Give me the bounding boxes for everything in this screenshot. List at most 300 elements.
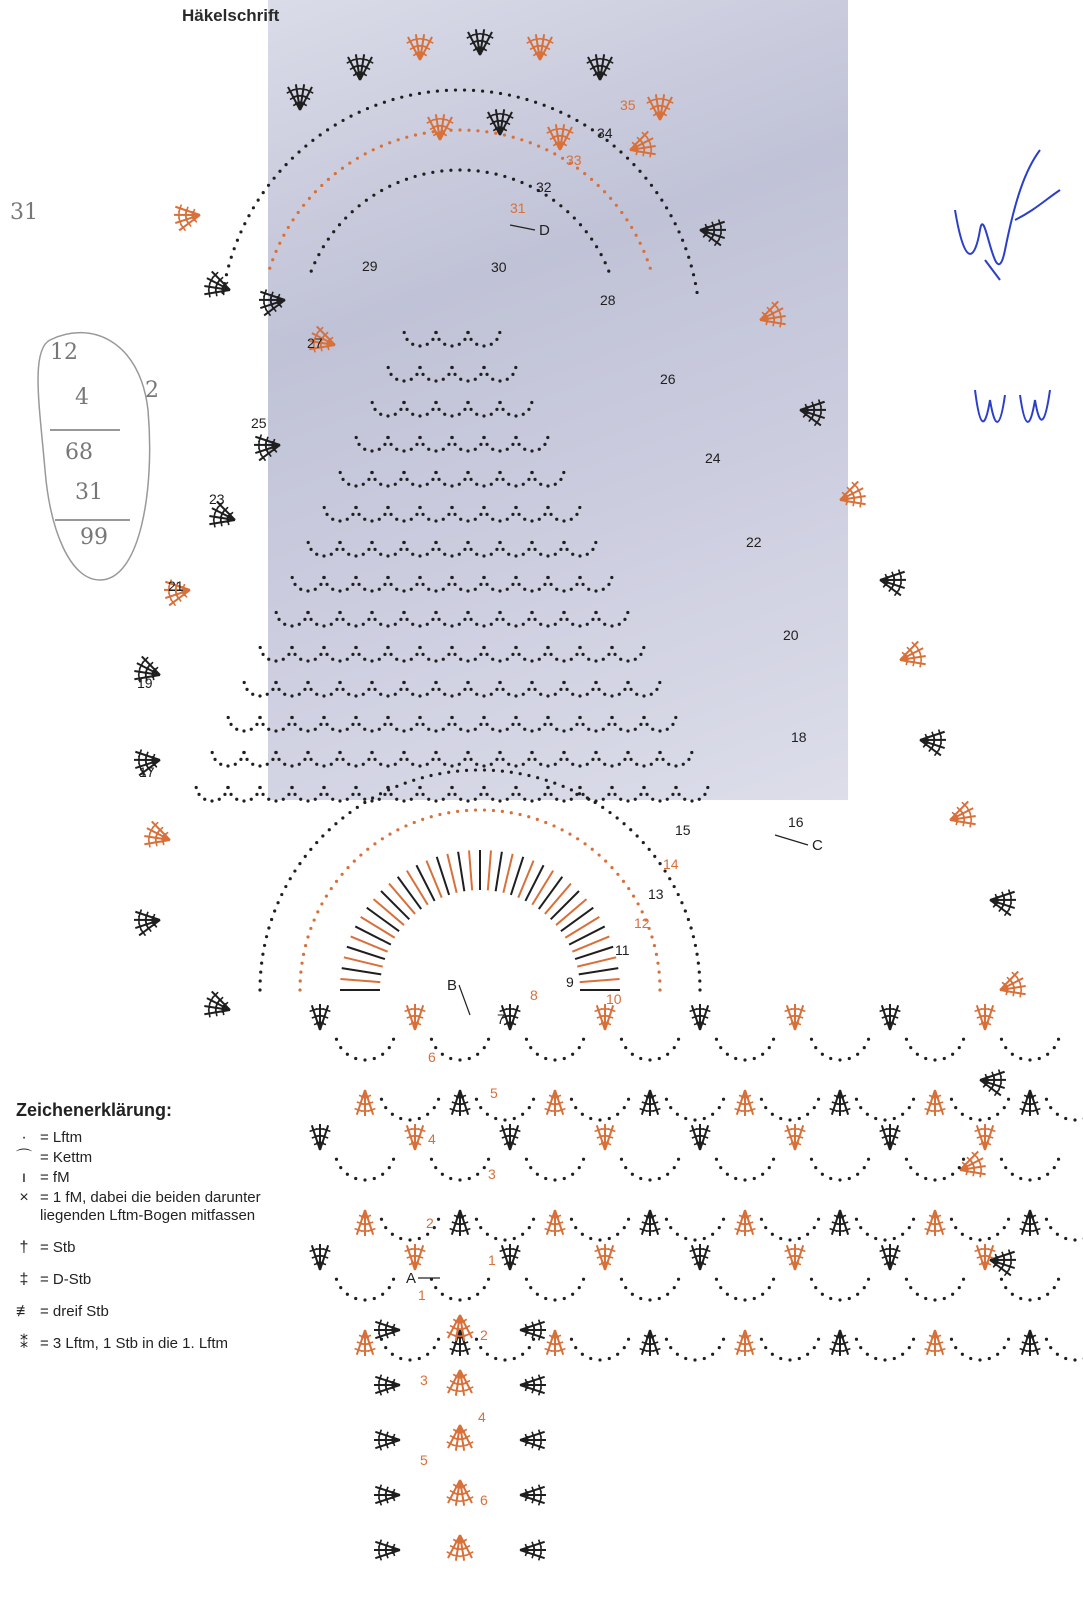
- top-fan: [467, 29, 493, 55]
- lattice-loop: [291, 716, 326, 733]
- lattice-loop: [387, 646, 422, 663]
- lattice-loop: [259, 786, 294, 803]
- round-label-black: 27: [307, 335, 323, 351]
- net-chain: [905, 1158, 965, 1182]
- net-fan: [785, 1004, 806, 1030]
- legend-text-cross: = 1 fM, dabei die beiden darunter liegenden Lftm-Bogen mitfassen: [40, 1189, 261, 1224]
- top-fan: [407, 34, 433, 60]
- lattice-loop: [579, 786, 614, 803]
- legend-row-slip: [8, 1149, 278, 1167]
- lattice-loop: [339, 681, 374, 698]
- lattice-loop: [547, 576, 582, 593]
- lattice-loop: [339, 751, 374, 768]
- net-chain: [1000, 1038, 1060, 1062]
- lattice-loop: [259, 646, 294, 663]
- strip-fan-right: [520, 1540, 546, 1561]
- lattice-loop: [595, 751, 630, 768]
- annotation-68: 68: [65, 440, 93, 465]
- net-fan: [450, 1330, 471, 1356]
- net-fan: [500, 1124, 521, 1150]
- net-fan: [925, 1210, 946, 1236]
- net-fan: [450, 1090, 471, 1116]
- net-fan: [545, 1330, 566, 1356]
- lattice-loop: [483, 716, 518, 733]
- lattice-loop: [467, 401, 502, 418]
- net-fan: [785, 1124, 806, 1150]
- net-fan: [785, 1244, 806, 1270]
- net-fan: [595, 1004, 616, 1030]
- dc-icon: †: [19, 1239, 29, 1256]
- lattice-loop: [579, 646, 614, 663]
- round-label-orange: 1: [418, 1287, 426, 1303]
- lattice-loop: [195, 786, 230, 803]
- lattice-loop: [611, 716, 646, 733]
- lattice-loop: [451, 436, 486, 453]
- legend-row-cross: [8, 1189, 278, 1225]
- net-fan: [640, 1090, 661, 1116]
- svg-text:A: A: [406, 1270, 417, 1287]
- lattice-loop: [243, 681, 278, 698]
- net-chain: [760, 1218, 820, 1242]
- net-chain: [430, 1038, 490, 1062]
- lattice-loop: [499, 681, 534, 698]
- net-chain: [905, 1038, 965, 1062]
- lattice-loop: [291, 646, 326, 663]
- lattice-loop: [291, 576, 326, 593]
- strip-fan-center: [447, 1370, 473, 1396]
- round-label-black: 34: [597, 125, 613, 141]
- lattice-loop: [595, 611, 630, 628]
- single-crochet-icon: ı: [21, 1169, 27, 1186]
- top-fan: [287, 84, 313, 110]
- lattice-loop: [227, 716, 262, 733]
- lattice-loop: [403, 541, 438, 558]
- lattice-loop: [499, 611, 534, 628]
- lattice-loop: [451, 576, 486, 593]
- net-chain: [950, 1338, 1010, 1362]
- lattice-loop: [643, 786, 678, 803]
- strip-fan-right: [520, 1430, 546, 1451]
- slip-stitch-icon: ⌒: [15, 1149, 32, 1166]
- lattice-loop: [307, 751, 342, 768]
- net-chain: [905, 1278, 965, 1302]
- central-semicircle: [340, 850, 620, 990]
- strip-fan-center: [447, 1425, 473, 1451]
- net-chain: [1000, 1158, 1060, 1182]
- lattice-loop: [243, 751, 278, 768]
- round-label-black: 18: [791, 729, 807, 745]
- lattice-loop: [435, 611, 470, 628]
- round-label-orange: 3: [488, 1166, 496, 1182]
- net-fan: [500, 1244, 521, 1270]
- net-chain: [950, 1098, 1010, 1122]
- marker-B: [447, 977, 470, 1015]
- net-chain: [810, 1038, 870, 1062]
- lattice-loop: [531, 681, 566, 698]
- lattice-loop: [211, 751, 246, 768]
- strip-fan-center: [447, 1315, 473, 1341]
- lattice-loop: [499, 471, 534, 488]
- lattice-loop: [259, 716, 294, 733]
- net-fan: [690, 1124, 711, 1150]
- lattice-loop: [291, 786, 326, 803]
- round-label-orange: 10: [606, 991, 622, 1007]
- picot-icon: ⁑: [20, 1335, 28, 1352]
- lattice-loop: [355, 436, 390, 453]
- chain-dot-icon: ·: [21, 1129, 27, 1146]
- net-chain: [620, 1158, 680, 1182]
- net-chain: [855, 1338, 915, 1362]
- net-fan: [975, 1124, 996, 1150]
- round-label-orange: 3: [420, 1372, 428, 1388]
- lattice-loop: [371, 681, 406, 698]
- right-border-fan: [880, 570, 906, 596]
- top-fan: [347, 54, 373, 80]
- lattice-loop: [435, 681, 470, 698]
- lattice-loop: [419, 506, 454, 523]
- right-border-fan: [960, 1151, 986, 1177]
- round-label-black: 21: [168, 578, 184, 594]
- lattice-loop: [563, 681, 598, 698]
- lattice-loop: [275, 681, 310, 698]
- lattice-loop: [339, 611, 374, 628]
- lattice-loop: [419, 576, 454, 593]
- lattice-loop: [675, 786, 710, 803]
- top-fan: [547, 124, 573, 150]
- lattice-loop: [547, 786, 582, 803]
- net-chain: [1045, 1338, 1083, 1362]
- lattice-loop: [371, 611, 406, 628]
- lattice-loop: [483, 646, 518, 663]
- lattice-loop: [275, 751, 310, 768]
- round-label-black: 23: [209, 491, 225, 507]
- right-border-fan: [1000, 971, 1026, 997]
- net-chain: [715, 1158, 775, 1182]
- net-chain: [525, 1038, 585, 1062]
- lattice-loop: [579, 716, 614, 733]
- right-border-fan: [980, 1070, 1006, 1096]
- net-chain: [430, 1278, 490, 1302]
- lattice-loop: [515, 506, 550, 523]
- legend-row-chain: [8, 1129, 278, 1147]
- net-fan: [595, 1244, 616, 1270]
- net-fan: [545, 1090, 566, 1116]
- lattice-loop: [467, 681, 502, 698]
- net-fan: [1020, 1330, 1041, 1356]
- round-label-black: 16: [788, 814, 804, 830]
- lattice-loop: [387, 716, 422, 733]
- lattice-loop: [323, 786, 358, 803]
- top-fan: [587, 54, 613, 80]
- net-chain: [380, 1098, 440, 1122]
- lattice-loop: [627, 681, 662, 698]
- round-label-black: 29: [362, 258, 378, 274]
- right-border-fan: [800, 400, 826, 426]
- lattice-loop: [451, 366, 486, 383]
- net-fan: [830, 1210, 851, 1236]
- lattice-loop: [643, 716, 678, 733]
- lattice-loop: [419, 436, 454, 453]
- lattice-loop: [515, 786, 550, 803]
- round-label-orange: 1: [488, 1252, 496, 1268]
- lattice-loop: [419, 646, 454, 663]
- net-chain: [855, 1218, 915, 1242]
- svg-text:C: C: [812, 837, 823, 854]
- top-arc-inner: [310, 168, 611, 272]
- lattice-loop: [579, 576, 614, 593]
- net-fan: [975, 1004, 996, 1030]
- legend: [8, 1100, 278, 1355]
- net-chain: [570, 1218, 630, 1242]
- lattice-loop: [467, 471, 502, 488]
- lattice-loop: [339, 541, 374, 558]
- legend-text-tr: = D-Stb: [40, 1271, 92, 1288]
- round-label-black: 15: [675, 822, 691, 838]
- lattice-loop: [451, 716, 486, 733]
- lattice-loop: [467, 751, 502, 768]
- strip-fan-left: [374, 1320, 400, 1341]
- net-chain: [380, 1338, 440, 1362]
- net-chain: [620, 1038, 680, 1062]
- net-fan: [880, 1244, 901, 1270]
- round-label-black: 19: [137, 675, 153, 691]
- net-chain: [335, 1278, 395, 1302]
- lattice-loop: [515, 576, 550, 593]
- right-border-fan: [990, 1250, 1016, 1276]
- net-fan: [405, 1004, 426, 1030]
- lattice-loop: [611, 786, 646, 803]
- strip-fan-right: [520, 1375, 546, 1396]
- lattice-loop: [483, 786, 518, 803]
- round-label-black: 30: [491, 259, 507, 275]
- strip-fan-right: [520, 1320, 546, 1341]
- legend-row-tr: [8, 1271, 278, 1289]
- net-chain: [715, 1038, 775, 1062]
- round-label-black: 13: [648, 886, 664, 902]
- right-border-fan: [990, 890, 1016, 916]
- lattice-loop: [627, 751, 662, 768]
- lattice-loop: [515, 716, 550, 733]
- strip-fan-center: [447, 1535, 473, 1561]
- lattice-loop: [451, 786, 486, 803]
- lattice-loop: [323, 646, 358, 663]
- lattice-loop: [371, 471, 406, 488]
- strip-fan-right: [520, 1485, 546, 1506]
- round-label-orange: 31: [510, 200, 526, 216]
- right-border-fan: [920, 730, 946, 756]
- top-fan: [527, 34, 553, 60]
- lattice-loop: [307, 541, 342, 558]
- legend-text-chain: = Lftm: [40, 1129, 83, 1146]
- net-chain: [665, 1098, 725, 1122]
- round-label-black: 11: [615, 942, 630, 958]
- lattice-loop: [483, 436, 518, 453]
- net-chain: [715, 1278, 775, 1302]
- lattice-loop: [499, 751, 534, 768]
- top-fan: [647, 94, 673, 120]
- net-fan: [640, 1210, 661, 1236]
- lattice-loop: [499, 541, 534, 558]
- net-fan: [355, 1090, 376, 1116]
- net-chain: [1000, 1278, 1060, 1302]
- round-label-black: 25: [251, 415, 267, 431]
- right-border-fan: [950, 801, 976, 827]
- round-label-black: 20: [783, 627, 799, 643]
- legend-row-sc: [8, 1169, 278, 1187]
- annotation-12: 12: [50, 340, 78, 365]
- legend-row-dtr: [8, 1303, 278, 1321]
- round-label-orange: 5: [490, 1085, 498, 1101]
- round-label-orange: 5: [420, 1452, 428, 1468]
- net-fan: [830, 1090, 851, 1116]
- lattice-loop: [483, 366, 518, 383]
- lattice-loop: [547, 506, 582, 523]
- round-label-orange: 2: [480, 1327, 488, 1343]
- lattice-loop: [419, 786, 454, 803]
- lattice-loop: [435, 751, 470, 768]
- round-label-orange: 2: [426, 1215, 434, 1231]
- round-label-black: 9: [566, 974, 574, 990]
- lattice-loop: [451, 506, 486, 523]
- round-label-orange: 33: [566, 152, 582, 168]
- left-border-fan: [144, 821, 170, 847]
- left-border-fan: [174, 205, 200, 231]
- right-border-fan: [630, 131, 656, 157]
- net-chain: [760, 1338, 820, 1362]
- net-fan: [690, 1244, 711, 1270]
- net-chain: [810, 1158, 870, 1182]
- lattice-loop: [435, 471, 470, 488]
- marker-C: [775, 835, 823, 854]
- lattice-loop: [451, 646, 486, 663]
- net-fan: [925, 1330, 946, 1356]
- lattice-loop: [387, 786, 422, 803]
- round-label-orange: 4: [478, 1409, 486, 1425]
- round-label-black: 24: [705, 450, 721, 466]
- round-label-black: 26: [660, 371, 676, 387]
- strip-fan-left: [374, 1540, 400, 1561]
- lattice-loop: [323, 716, 358, 733]
- net-fan: [405, 1244, 426, 1270]
- lattice-loop: [355, 506, 390, 523]
- annotation-4: 4: [75, 385, 89, 410]
- lattice-loop: [595, 681, 630, 698]
- lattice-loop: [403, 471, 438, 488]
- net-chain: [1045, 1218, 1083, 1242]
- round-label-orange: 4: [428, 1131, 436, 1147]
- net-chain: [855, 1098, 915, 1122]
- net-fan: [1020, 1210, 1041, 1236]
- right-border-fan: [840, 481, 866, 507]
- lattice-loop: [355, 576, 390, 593]
- round-label-orange: 14: [663, 856, 679, 872]
- svg-text:B: B: [447, 977, 458, 994]
- lattice-loop: [515, 436, 550, 453]
- net-fan: [405, 1124, 426, 1150]
- lattice-loop: [435, 331, 470, 348]
- net-fan: [545, 1210, 566, 1236]
- lattice-loop: [483, 576, 518, 593]
- lattice-loop: [467, 331, 502, 348]
- net-fan: [310, 1244, 331, 1270]
- lattice-loop: [387, 576, 422, 593]
- lattice-loop: [483, 506, 518, 523]
- lattice-loop: [563, 611, 598, 628]
- lattice-loop: [403, 751, 438, 768]
- net-fan: [975, 1244, 996, 1270]
- round-label-orange: 8: [530, 987, 538, 1003]
- net-chain: [475, 1098, 535, 1122]
- left-border-fan: [134, 910, 160, 936]
- net-fan: [830, 1330, 851, 1356]
- net-chain: [570, 1098, 630, 1122]
- cross-icon: ×: [19, 1189, 29, 1206]
- lattice-loop: [307, 611, 342, 628]
- left-border-fan: [259, 290, 285, 316]
- legend-text-dtr: = dreif Stb: [40, 1303, 109, 1320]
- lattice-loop: [435, 541, 470, 558]
- lattice-loop: [227, 786, 262, 803]
- lattice-loop: [467, 541, 502, 558]
- pencil-annotations: [10, 200, 160, 590]
- lattice-loop: [435, 401, 470, 418]
- net-chain: [335, 1158, 395, 1182]
- lattice-loop: [563, 541, 598, 558]
- net-fan: [640, 1330, 661, 1356]
- round-label-black: 7: [497, 1011, 505, 1027]
- lattice-loop: [323, 506, 358, 523]
- net-fan: [925, 1090, 946, 1116]
- lattice-loop: [339, 471, 374, 488]
- round-label-black: 28: [600, 292, 616, 308]
- net-fan: [355, 1210, 376, 1236]
- lattice-loop: [371, 751, 406, 768]
- annotation-31: 31: [75, 480, 103, 505]
- net-fan: [310, 1004, 331, 1030]
- pencil-oval: [30, 330, 160, 590]
- lattice-loop: [467, 611, 502, 628]
- lattice-loop: [531, 611, 566, 628]
- svg-text:D: D: [539, 222, 550, 239]
- net-chain: [620, 1278, 680, 1302]
- lattice-loop: [547, 646, 582, 663]
- net-chain: [475, 1218, 535, 1242]
- strip-fan-center: [447, 1480, 473, 1506]
- lattice-loop: [499, 401, 534, 418]
- lattice-loop: [403, 681, 438, 698]
- lattice-loop: [563, 751, 598, 768]
- round-label-black: 22: [746, 534, 762, 550]
- annotation-99: 99: [80, 525, 108, 550]
- lattice-loop: [659, 751, 694, 768]
- annotation-31-top: 31: [10, 200, 38, 225]
- round-label-black: 17: [139, 764, 155, 780]
- lattice-loop: [355, 716, 390, 733]
- marker-A: [406, 1270, 440, 1287]
- lattice-loop: [515, 646, 550, 663]
- legend-title: Zeichenerklärung:: [16, 1100, 173, 1120]
- round-label-orange: 6: [428, 1049, 436, 1065]
- top-fan: [487, 109, 513, 135]
- legend-text-dc: = Stb: [40, 1239, 76, 1256]
- net-fan: [690, 1004, 711, 1030]
- right-border-fan: [700, 220, 726, 246]
- strip-fan-left: [374, 1375, 400, 1396]
- net-fan: [1020, 1090, 1041, 1116]
- net-fan: [880, 1004, 901, 1030]
- net-chain: [665, 1338, 725, 1362]
- strip-fan-left: [374, 1485, 400, 1506]
